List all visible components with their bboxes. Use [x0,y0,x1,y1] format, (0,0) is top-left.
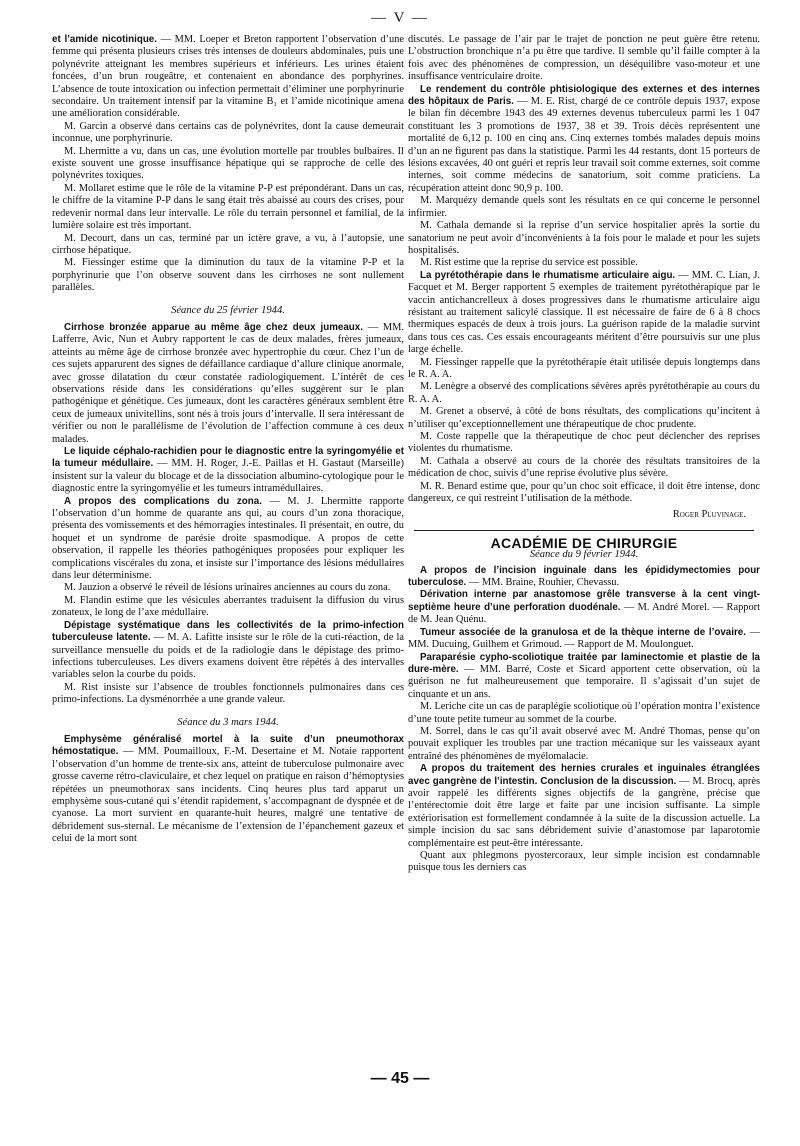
section-title: La pyrétothérapie dans le rhumatisme articulaire aigu. [420,269,676,281]
paragraph [52,446,404,496]
paragraph-body: — MM. Barré, Coste et Sicard apportent cette observation, où la guérison ne fut malheureusement que temporaire. Il s’agissait d’un sujet de cinquante et un ans. [408,663,760,700]
paragraph [408,589,760,626]
paragraph [408,627,760,652]
paragraph: M. Cathala demande si la reprise d’un service hospitalier après la sortie du sanatorium ne peut avoir d’inconvénients à la fois pour le malade et pour les sujets hospitalisés. [408,220,760,256]
paragraph: M. Decourt, dans un cas, terminé par un ictère grave, a vu, à l’autopsie, une cirrhose hépatique. [52,232,404,256]
left-column [52,34,404,846]
paragraph-body: — MM. Poumailloux, F.-M. Desertaine et M. Notaie rapportent l’observation d’un homme de trente-six ans, atteint de tuberculose pulmonaire avec grosse caverne rétro-claviculaire, et chez lequel on pratique en raison d’hémoptysies répétées un pneumothorax sans incidents. Cinq heures plus tard apparut un emphysème sous-cutané qui s’étendit rapidement, s’accompagnant de dyspnée et de cyanose. La mort survient en quarante-huit heures, malgré une tentative de débridement sus-sternal. Le mécanisme de l’extension de l’épanchement gazeux et celui de la mort sont [52,746,404,845]
author-signature: Roger Pluvinage. [672,509,746,521]
section-title: Cirrhose bronzée apparue au même âge chez deux jumeaux. [64,321,363,333]
section-title: Dépistage systématique dans les collectivités de la primo-infection tuberculeuse latente. [52,619,404,644]
paragraph [52,34,404,121]
paragraph: M. Fiessinger rappelle que la pyrétothérapie était utilisée depuis longtemps dans le R. A. A. [408,356,760,380]
section-title: Tumeur associée de la granulosa et de la thèque interne de l’ovaire. [420,626,746,638]
paragraph: Quant aux phlegmons pyostercoraux, leur simple incision est condamnable puisque tous les derniers cas [408,850,760,874]
paragraph: M. R. Benard estime que, pour qu’un choc soit efficace, il doit être intense, donc dangereux, ce qui restreint l’utilisation de la méthode. [408,480,760,505]
paragraph: M. Rist insiste sur l’absence de troubles fonctionnels pulmonaires dans ces primo-infections. La dysménorrhée a une grande valeur. [52,681,404,706]
session-heading: Séance du 3 mars 1944. [177,716,279,728]
paragraph: M. Cathala a observé au cours de la chorée des résultats transitoires de la médication de choc, suivis d’une reprise évolutive plus sévère. [408,455,760,480]
session-heading: Séance du 9 février 1944. [529,549,639,561]
section-divider [414,530,754,531]
paragraph-body: — M. A. Lafitte insiste sur le rôle de la cuti-réaction, de la surveillance mensuelle du poids et de la radiologie dans le dépistage des primo-infections tuberculeuses. Les divers examens doivent être répétés à des intervalles variables selon la courbe du poids. [52,632,405,681]
paragraph-body: — M. J. Lhermitte rapporte l’observation d’un homme de quarante ans qui, au cours d’un zona thoracique, présenta des vomissements et des hémorragies intestinales. Il présentait, en outre, du hoquet et un syndrome de parésie droite spasmodique. A propos de cette observation, il rappelle les théories pathogéniques proposées pour expliquer les complications viscérales du zona, et insiste sur l’importance des lésions médullaires dans leur déterminisme. [52,495,404,582]
section-title: A propos du traitement des hernies crurales et inguinales étranglées avec gangrène de l’intestin. Conclusion de la discussion. [408,763,760,787]
section-title: A propos de l’incision inguinale dans les épididymectomies pour tuberculose. [408,564,760,589]
paragraph [408,565,760,590]
paragraph: M. Jauzion a observé le réveil de lésions urinaires anciennes au cours du zona. [64,582,391,594]
paragraph: M. Leriche cite un cas de paraplégie scoliotique où l’opération montra l’existence d’une toute petite tumeur au sommet de la courbe. [408,701,760,725]
paragraph: M. Coste rappelle que la thérapeutique de choc peut déclencher des reprises violentes du rhumatisme. [408,431,760,455]
section-title: Paraparésie cypho-scoliotique traitée par laminectomie et plastie de la dure-mère. [408,651,760,675]
right-column [408,34,760,875]
paragraph: M. Lhermitte a vu, dans un cas, une évolution mortelle par troubles bulbaires. Il existe souvent une grosse insuffisance hépatique qui se rapproche de celle des polynévrites toxiques. [52,145,404,182]
paragraph [52,322,404,446]
paragraph: M. Garcin a observé dans certains cas de polynévrites, dont la cause demeurait inconnue, une porphyrinurie. [52,120,404,145]
section-title: Le liquide céphalo-rachidien pour le diagnostic entre la syringomyélie et la tumeur médullaire. [52,446,404,470]
running-head: — V — [371,10,429,26]
paragraph-body: — MM. Braine, Rouhier, Chevassu. [466,577,620,589]
paragraph: M. Lenègre a observé des complications sévères après pyrétothérapie au cours du R. A. A. [408,381,760,405]
paragraph [408,270,760,357]
paragraph: M. Grenet a observé, à côté de bons résultats, des complications qu’incitent à n’utiliser qu’exceptionnellement une thérapeutique de choc prudente. [408,406,760,430]
paragraph: M. Sorrel, dans le cas qu’il avait observé avec M. André Thomas, pense qu’on pouvait expliquer les troubles par une traction mécanique sur les vaisseaux ayant entraîné des phénomènes de myélomalacie. [408,725,760,762]
academy-heading: ACADÉMIE DE CHIRURGIE [490,534,678,551]
paragraph-body: — MM. Loeper et Breton rapportent l’observation d’une femme qui présenta plusieurs crises très intenses de douleurs abdominales, puis une polynévrite atteignant les membres supérieurs et inférieurs. Les urines étaient foncées, d’un brun rougeâtre, et contenaient en abondance des porphyrines. L’absence de toute intoxication ou infection permettait d’éliminer une porphyrinurie secondaire. Un traitement intensif par la vitamine B₁ et l’amide nicotinique amena une amélioration considérable. [52,34,404,120]
paragraph: M. Mollaret estime que le rôle de la vitamine P-P est prépondérant. Dans un cas, le chiffre de la vitamine P-P dans le sang était très abaissé au cours des crises, pour redevenir normal dans leur intervalle. Le rôle du terrain personnel et familial, de la lumière solaire est très important. [52,182,404,232]
paragraph [52,620,404,682]
session-heading: Séance du 25 février 1944. [171,304,285,316]
section-title: A propos des complications du zona. [64,495,262,507]
paragraph: M. Fiessinger estime que la diminution du taux de la vitamine P-P et la porphyrinurie que l’on observe souvent dans les cirrhoses ne sont nullement parallèles. [52,257,404,294]
paragraph-body: — M. Brocq, après avoir rappelé les différents signes objectifs de la gangrène, précise que l’entérectomie doit être large et faite par une incision suffisante. La simple extériorisation est formellement condamnée à la suite de la discussion actuelle. La simple incision du sac sans débridement suivie d’anastomose par laparotomie complémentaire est peut-être intéressante. [408,775,760,849]
section-title: Le rendement du contrôle phtisiologique des externes et des internes des hôpitaux de Paris. [408,83,760,108]
paragraph [52,734,404,846]
section-title: Dérivation interne par anastomose grêle transverse à la cent vingt-septième heure d’une perforation duodénale. [408,589,760,613]
paragraph-body: — MM. C. Lian, J. Facquet et M. Berger rapportent 5 exemples de traitement pyrétothérapique par le vaccin antichancrelleux à doses progressives dans le rhumatisme articulaire aigu résistant au traitement salicylé classique. Il est nécessaire de faire de 6 à 8 chocs thermiques espacés de deux à trois jours. La guérison rapide de la maladie survint dans tous ces cas. Ces essais encourageants méritent d’être poursuivis sur une plus large échelle. [408,269,760,356]
paragraph-body: — MM. H. Roger, J.-E. Paillas et H. Gastaut (Marseille) insistent sur la valeur du blocage et de la dissociation albumino-cytologique pour le diagnostic entre la syringomyélie et les tumeurs intramédullaires. [52,458,405,495]
section-title: Emphysème généralisé mortel à la suite d’un pneumothorax hémostatique. [52,733,404,758]
paragraph [408,763,760,850]
section-title: et l’amide nicotinique. [52,34,157,45]
paragraph: discutés. Le passage de l’air par le trajet de ponction ne peut guère être retenu. L’obstruction bronchique n’a pu être que tardive. Il semble qu’il faille compter à la fois avec des phénomènes de compression, un déséquilibre vaso-moteur et une insuffisance ventriculaire droite. [408,34,760,83]
paragraph-body: — M. André Morel. — Rapport de M. Jean Quénu. [408,601,760,626]
paragraph-body: — MM. Ducuing, Guilhem et Grimoud. — Rapport de M. Moulonguet. [408,626,760,651]
paragraph: M. Flandin estime que les vésicules aberrantes traduisent la diffusion du virus zonateux, le long de l’axe médullaire. [52,594,404,619]
paragraph [52,496,404,583]
paragraph: M. Rist estime que la reprise du service est possible. [420,257,638,269]
paragraph-body: — M. E. Rist, chargé de ce contrôle depuis 1937, expose le bilan fin décembre 1943 des 49 externes devenus tuberculeux parmi les 1 047 constituant les 3 promotions de 1937, 38 et 39. Trois décès représentent une mortalité de 6,12 p. 100 en cinq ans. Cinq externes tombés malades depuis moins d’un an ne figurent pas dans la statistique. Parmi les 44 restants, dont 15 porteurs de lésions excavées, 40 ont guéri et repris leur travail soit comme externes, soit comme internes, soit comme médecins de sanatorium, soit comme praticiens. La récupération atteint donc 90,9 p. 100. [408,96,760,194]
page-number: — 45 — [370,1070,430,1087]
paragraph [408,84,760,196]
paragraph [408,652,760,702]
paragraph: M. Marquézy demande quels sont les résultats en ce qui concerne le personnel infirmier. [408,195,760,219]
paragraph-body: — MM. Lafferre, Avic, Nun et Aubry rapportent le cas de deux malades, frères jumeaux, atteints au même âge de cirrhose bronzée avec hypertrophie du cœur. Chez l’un de ces sujets apparurent des signes de défaillance cardiaque d’allure clinique anormale, avec grosse dilatation du cœur constatée radiologiquement. L’intérêt de ces observations réside dans les considérations qu’elles suggèrent sur le plan pathogénique et génétique. Ces jumeaux, dont les caractères généraux semblent être ceux de jumeaux univitellins, sont nés à trois jours d’intervalle. Il sera intéressant de vérifier ou non le parallélisme de l’évolution de l’affection commune à ces deux malades. [52,321,404,445]
